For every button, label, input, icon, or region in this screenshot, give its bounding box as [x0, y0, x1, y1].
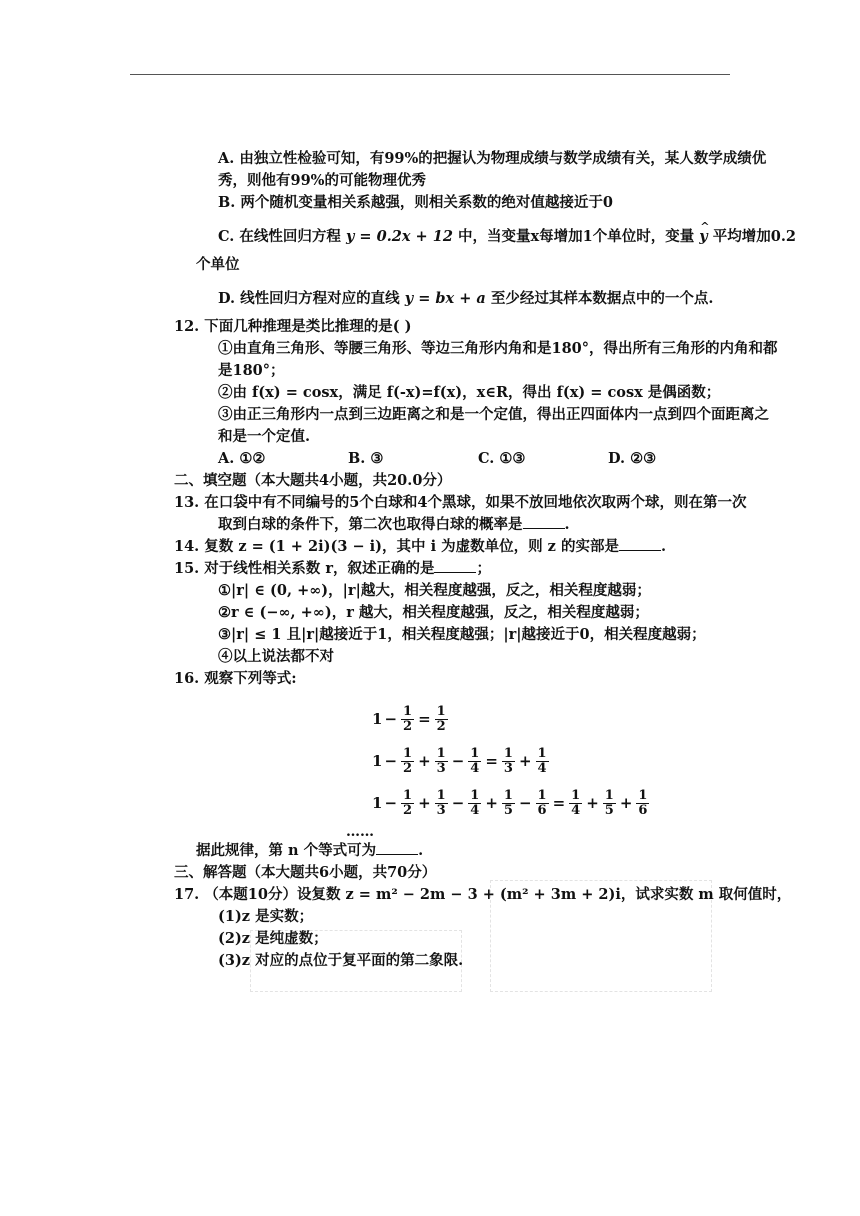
- q13-text: 取到白球的条件下，第二次也取得白球的概率是: [218, 516, 523, 533]
- fraction: $\frac{1}{2}$: [403, 745, 413, 776]
- q17-item2: (2)z 是纯虚数；: [218, 930, 328, 947]
- q15-item3: ③|r| ≤ 1 且|r|越接近于1，相关程度越强；|r|越接近于0，相关程度越弱；: [218, 626, 706, 643]
- q12-stem: 12. 下面几种推理是类比推理的是( ): [174, 318, 412, 335]
- q15-item4: ④以上说法都不对: [218, 648, 334, 665]
- q14-line: [174, 536, 756, 558]
- q11-option-c-line1: [196, 226, 797, 248]
- fraction: $\frac{1}{2}$: [403, 703, 413, 734]
- section-3-heading: 三、解答题（本大题共6小题，共70分）: [174, 864, 437, 881]
- q11-option-c-equation: y = 0.2x + 12: [345, 228, 453, 245]
- q17-item1: (1)z 是实数；: [218, 908, 314, 925]
- q11-option-c-line2: 个单位: [196, 256, 240, 273]
- operator: +: [485, 794, 498, 812]
- fraction: $\frac{1}{4}$: [571, 787, 581, 818]
- q14-answer-blank: [619, 536, 661, 551]
- operator: −: [384, 710, 398, 728]
- q17-item3: (3)z 对应的点位于复平面的第二象限.: [218, 952, 464, 969]
- operator: −: [384, 794, 398, 812]
- fraction: $\frac{1}{5}$: [604, 787, 614, 818]
- q16-tail: [196, 840, 756, 862]
- q15-answer-blank: [434, 558, 476, 573]
- q16-equations: [372, 698, 756, 824]
- q11-option-b: B. 两个随机变量相关系越强，则相关系数的绝对值越接近于0: [218, 194, 613, 211]
- term: 1: [372, 710, 383, 728]
- q13-end: .: [564, 516, 570, 533]
- fraction: $\frac{1}{3}$: [436, 745, 446, 776]
- term: 1: [372, 794, 383, 812]
- q12-item2: ②由 f(x) = cosx，满足 f(-x)=f(x)，x∈R，得出 f(x) = cosx 是偶函数；: [218, 384, 721, 401]
- q15-item2: ②r ∈ (−∞, +∞)，r 越大，相关程度越强，反之，相关程度越弱；: [218, 604, 649, 621]
- q16-ellipsis: ……: [346, 824, 374, 840]
- q12-choice-b: B. ③: [348, 450, 384, 467]
- operator: +: [586, 794, 599, 812]
- operator: +: [619, 794, 633, 812]
- q11-option-d-text: D. 线性回归方程对应的直线: [218, 290, 400, 307]
- fraction: $\frac{1}{6}$: [638, 787, 648, 818]
- q11-option-d-equation: y = bx + a: [404, 290, 486, 307]
- q12-item1-line2: 是180°；: [218, 362, 285, 379]
- operator: −: [518, 794, 532, 812]
- q12-choice-d: D. ②③: [608, 450, 657, 467]
- q11-option-c-text3: 平均增加0.2: [712, 228, 797, 245]
- q16-answer-blank: [376, 840, 418, 855]
- operator: −: [384, 752, 398, 770]
- operator: =: [552, 794, 566, 812]
- q13-line1: 13. 在口袋中有不同编号的5个白球和4个黑球，如果不放回地依次取两个球，则在第一次: [174, 494, 747, 511]
- operator: +: [418, 794, 431, 812]
- q11-option-c-text: C. 在线性回归方程: [218, 228, 341, 245]
- q11-option-a-line1: A. 由独立性检验可知，有99%的把握认为物理成绩与数学成绩有关，某人数学成绩优: [218, 150, 767, 167]
- operator: =: [485, 752, 498, 770]
- q15-end: ；: [476, 560, 491, 577]
- q16-tail-end: .: [418, 842, 424, 859]
- q15-item1: ①|r| ∈ (0, +∞)，|r|越大，相关程度越强，反之，相关程度越弱；: [218, 582, 651, 599]
- operator: −: [451, 752, 465, 770]
- q12-item1-line1: ①由直角三角形、等腰三角形、等边三角形内角和是180°，得出所有三角形的内角和都: [218, 340, 778, 357]
- q15-text: 15. 对于线性相关系数 r，叙述正确的是: [174, 560, 435, 577]
- q11-option-c-y: ^ y: [699, 226, 707, 248]
- q12-choice-a: A. ①②: [218, 450, 266, 467]
- operator: −: [451, 794, 465, 812]
- fraction: $\frac{1}{4}$: [537, 745, 547, 776]
- q14-end: .: [660, 538, 667, 555]
- q16-stem: 16. 观察下列等式:: [174, 670, 297, 687]
- equation-3: [372, 782, 756, 824]
- q14-text: 14. 复数 z = (1 + 2i)(3 − i)，其中 i 为虚数单位，则 z 的实部是: [174, 538, 619, 555]
- q13-answer-blank: [523, 514, 565, 529]
- fraction: $\frac{1}{5}$: [503, 787, 513, 818]
- q12-choice-c: C. ①③: [478, 450, 526, 467]
- operator: =: [418, 710, 431, 728]
- question-content: [174, 148, 797, 972]
- q16-tail-text: 据此规律，第 n 个等式可为: [196, 842, 377, 859]
- q11-option-c-text2: 中，当变量x每增加1个单位时，变量: [457, 228, 695, 245]
- q12-item3-line2: 和是一个定值.: [218, 428, 311, 445]
- q11-option-d: [196, 288, 756, 310]
- operator: +: [418, 752, 431, 770]
- section-2-heading: 二、填空题（本大题共4小题，共20.0分）: [174, 472, 452, 489]
- q11-option-d-text2: 至少经过其样本数据点中的一个点.: [490, 290, 714, 307]
- fraction: $\frac{1}{4}$: [470, 787, 480, 818]
- operator: +: [518, 752, 532, 770]
- q17-stem: 17. （本题10分）设复数 z = m² − 2m − 3 + (m² + 3m + 2)i，试求实数 m 取何值时，: [174, 886, 792, 903]
- fraction: $\frac{1}{3}$: [436, 787, 446, 818]
- q12-item3-line1: ③由正三角形内一点到三边距离之和是一个定值，得出正四面体内一点到四个面距离之: [218, 406, 769, 423]
- q15-stem: [174, 558, 756, 580]
- fraction: $\frac{1}{6}$: [537, 787, 547, 818]
- term: 1: [372, 752, 383, 770]
- fraction: $\frac{1}{3}$: [503, 745, 513, 776]
- q11-option-a-line2: 秀，则他有99%的可能物理优秀: [218, 172, 426, 189]
- equation-1: [372, 698, 756, 740]
- equation-2: [372, 740, 756, 782]
- header-rule: [130, 74, 730, 75]
- q12-choices: [196, 448, 756, 470]
- q13-line2: [196, 514, 756, 536]
- fraction: $\frac{1}{2}$: [436, 703, 446, 734]
- fraction: $\frac{1}{4}$: [470, 745, 480, 776]
- fraction: $\frac{1}{2}$: [403, 787, 413, 818]
